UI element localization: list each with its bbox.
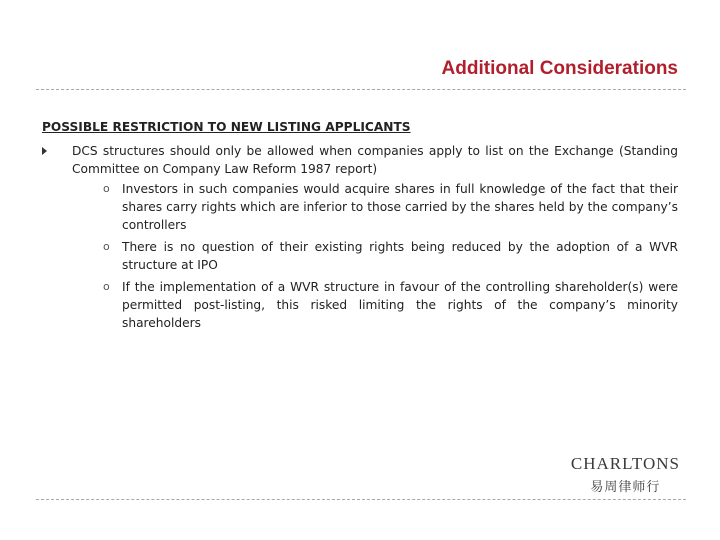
triangle-bullet-icon bbox=[42, 147, 47, 155]
slide-content bbox=[42, 118, 678, 336]
logo-name: CHARLTONS bbox=[570, 454, 680, 473]
logo-chinese-name: 易周律师行 bbox=[590, 480, 661, 495]
bullet-text: DCS structures should only be allowed when companies apply to list on the Exchange (Standing Committee on Company Law Reform 1987 report) bbox=[72, 144, 678, 176]
circle-bullet-icon: o bbox=[103, 280, 110, 293]
slide-title: Additional Considerations bbox=[441, 58, 678, 79]
sub-bullet-item bbox=[72, 180, 678, 234]
sub-bullet-item bbox=[72, 238, 678, 274]
sub-bullet-text: Investors in such companies would acquire shares in full knowledge of the fact that their shares carry rights which are inferior to those carried by the shares held by the company’s controllers bbox=[122, 182, 678, 232]
circle-bullet-icon: o bbox=[103, 240, 110, 253]
circle-bullet-icon: o bbox=[103, 182, 110, 195]
sub-bullet-item bbox=[72, 278, 678, 332]
sub-bullet-text: If the implementation of a WVR structure in favour of the controlling shareholder(s) were permitted post-listing, this risked limiting the rights of the company’s minority shareholders bbox=[122, 280, 678, 330]
section-heading: POSSIBLE RESTRICTION TO NEW LISTING APPLICANTS bbox=[42, 120, 411, 134]
charltons-logo bbox=[571, 455, 680, 495]
top-divider bbox=[36, 89, 686, 90]
bottom-divider bbox=[36, 499, 686, 500]
sub-bullet-list bbox=[72, 180, 678, 332]
bullet-item bbox=[42, 142, 678, 332]
sub-bullet-text: There is no question of their existing rights being reduced by the adoption of a WVR structure at IPO bbox=[122, 240, 678, 272]
